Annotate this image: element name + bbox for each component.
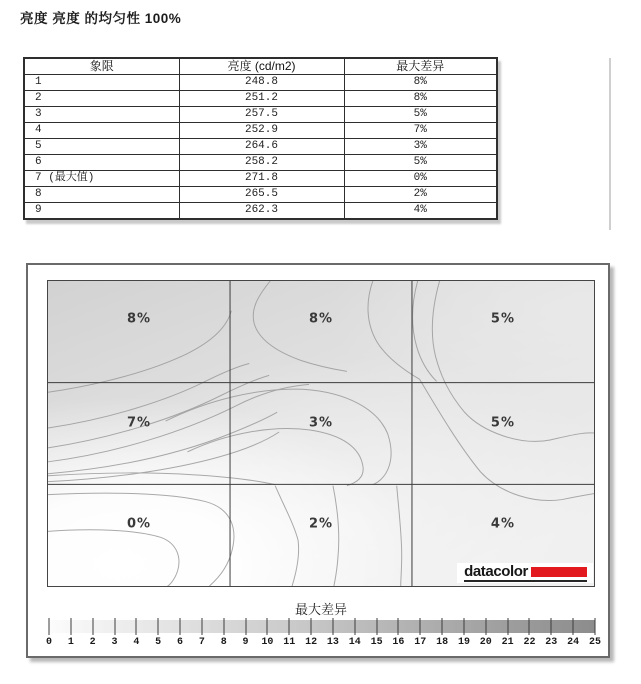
table-row bbox=[24, 155, 497, 171]
colorbar-tick-label: 19 bbox=[457, 637, 470, 648]
colorbar-tick bbox=[354, 618, 355, 635]
colorbar-tick-label: 24 bbox=[567, 637, 580, 648]
datacolor-logo-line bbox=[464, 565, 587, 582]
colorbar-tick-label: 6 bbox=[177, 637, 184, 648]
table-row bbox=[24, 75, 497, 91]
table-cell: 8% bbox=[344, 91, 497, 107]
page-title: 亮度 亮度 的均匀性 100% bbox=[20, 11, 182, 26]
table-cell: 252.9 bbox=[179, 123, 344, 139]
colorbar-tick-label: 0 bbox=[45, 637, 53, 648]
table-cell: 8 bbox=[24, 187, 179, 203]
table-cell: 1 bbox=[24, 75, 179, 91]
table-cell: 8% bbox=[344, 75, 497, 91]
colorbar-tick-label: 7 bbox=[198, 637, 205, 648]
table-cell: 257.5 bbox=[179, 107, 344, 123]
colorbar bbox=[45, 618, 602, 652]
colorbar-tick bbox=[158, 618, 159, 635]
colorbar-tick bbox=[442, 618, 443, 635]
colorbar-tick-label: 17 bbox=[414, 637, 427, 648]
map-labels bbox=[48, 281, 594, 586]
table-header-cell: 亮度 (cd/m2) bbox=[179, 58, 344, 75]
colorbar-tick-label: 12 bbox=[305, 637, 318, 648]
colorbar-tick-label: 25 bbox=[588, 637, 602, 648]
colorbar-tick-label: 21 bbox=[501, 637, 514, 648]
cell-value-label: 5% bbox=[490, 415, 516, 431]
colorbar-gradient bbox=[49, 620, 595, 633]
table-cell: 0% bbox=[344, 171, 497, 187]
cell-value-label: 8% bbox=[308, 311, 334, 327]
colorbar-tick bbox=[201, 618, 202, 635]
colorbar-tick-label: 15 bbox=[370, 637, 383, 648]
table-body bbox=[24, 75, 497, 220]
colorbar-tick-label: 10 bbox=[261, 637, 274, 648]
colorbar-tick bbox=[332, 618, 333, 635]
table-row bbox=[24, 107, 497, 123]
colorbar-tick-label: 2 bbox=[89, 637, 96, 648]
colorbar-tick-label: 20 bbox=[479, 637, 492, 648]
table-cell: 262.3 bbox=[179, 203, 344, 220]
colorbar-tick bbox=[463, 618, 464, 635]
colorbar-tick bbox=[311, 618, 312, 635]
table-cell: 264.6 bbox=[179, 139, 344, 155]
logo-red-bar bbox=[531, 567, 587, 577]
colorbar-tick-label: 22 bbox=[523, 637, 536, 648]
colorbar-tick-label: 23 bbox=[545, 637, 558, 648]
colorbar-tick bbox=[92, 618, 93, 635]
colorbar-title: 最大差异 bbox=[294, 602, 347, 617]
colorbar-tick bbox=[595, 618, 596, 635]
colorbar-tick bbox=[289, 618, 290, 635]
colorbar-tick bbox=[551, 618, 552, 635]
cell-value-label: 4% bbox=[490, 516, 516, 532]
table-cell: 3 bbox=[24, 107, 179, 123]
colorbar-tick bbox=[573, 618, 574, 635]
table-cell: 3% bbox=[344, 139, 497, 155]
table-cell: 4% bbox=[344, 203, 497, 220]
table-header-row bbox=[24, 58, 497, 75]
table-row bbox=[24, 123, 497, 139]
table-cell: 5% bbox=[344, 107, 497, 123]
table-cell: 248.8 bbox=[179, 75, 344, 91]
colorbar-tick-label: 9 bbox=[242, 637, 249, 648]
colorbar-tick bbox=[136, 618, 137, 635]
colorbar-tick-label: 3 bbox=[111, 637, 118, 648]
table-row bbox=[24, 187, 497, 203]
table-row bbox=[24, 91, 497, 107]
cell-value-label: 5% bbox=[490, 311, 516, 327]
colorbar-tick-label: 5 bbox=[155, 637, 162, 648]
table-cell: 9 bbox=[24, 203, 179, 220]
uniformity-contour-map bbox=[47, 280, 595, 587]
colorbar-tick bbox=[376, 618, 377, 635]
colorbar-tick bbox=[485, 618, 486, 635]
cell-value-label: 3% bbox=[308, 415, 334, 431]
colorbar-tick-label: 18 bbox=[436, 637, 449, 648]
colorbar-tick bbox=[114, 618, 115, 635]
table-row bbox=[24, 171, 497, 187]
uniformity-chart-frame bbox=[26, 263, 610, 658]
cell-value-label: 0% bbox=[126, 516, 152, 532]
table-cell: 258.2 bbox=[179, 155, 344, 171]
colorbar-tick bbox=[223, 618, 224, 635]
table-cell: 251.2 bbox=[179, 91, 344, 107]
panel-shadow-line bbox=[609, 58, 611, 230]
colorbar-tick-label: 11 bbox=[283, 637, 296, 648]
table-cell: 2 bbox=[24, 91, 179, 107]
colorbar-tick bbox=[420, 618, 421, 635]
colorbar-tick-label: 8 bbox=[220, 637, 227, 648]
table-cell: 2% bbox=[344, 187, 497, 203]
colorbar-tick bbox=[398, 618, 399, 635]
table-cell: 265.5 bbox=[179, 187, 344, 203]
colorbar-tick bbox=[70, 618, 71, 635]
colorbar-tick-label: 16 bbox=[392, 637, 405, 648]
colorbar-tick bbox=[245, 618, 246, 635]
table-row bbox=[24, 203, 497, 220]
table-header-cell: 最大差异 bbox=[344, 58, 497, 75]
colorbar-tick bbox=[507, 618, 508, 635]
table-header-cell: 象限 bbox=[24, 58, 179, 75]
table-cell: 5% bbox=[344, 155, 497, 171]
cell-value-label: 2% bbox=[308, 516, 334, 532]
colorbar-tick bbox=[180, 618, 181, 635]
colorbar-tick bbox=[49, 618, 50, 635]
colorbar-tick-label: 4 bbox=[133, 637, 140, 648]
colorbar-tick-label: 14 bbox=[348, 637, 361, 648]
colorbar-tick-label: 13 bbox=[326, 637, 339, 648]
cell-value-label: 7% bbox=[126, 415, 152, 431]
cell-value-label: 8% bbox=[126, 311, 152, 327]
datacolor-logo-text: datacolor bbox=[464, 563, 528, 580]
colorbar-tick-label: 1 bbox=[67, 637, 74, 648]
colorbar-tick bbox=[267, 618, 268, 635]
table-cell: 7 (最大值) bbox=[24, 171, 179, 187]
table-cell: 7% bbox=[344, 123, 497, 139]
table-cell: 271.8 bbox=[179, 171, 344, 187]
table-cell: 5 bbox=[24, 139, 179, 155]
table-row bbox=[24, 139, 497, 155]
datacolor-logo bbox=[457, 563, 593, 583]
table-cell: 6 bbox=[24, 155, 179, 171]
table-cell: 4 bbox=[24, 123, 179, 139]
luminance-table bbox=[23, 57, 498, 220]
colorbar-tick bbox=[529, 618, 530, 635]
